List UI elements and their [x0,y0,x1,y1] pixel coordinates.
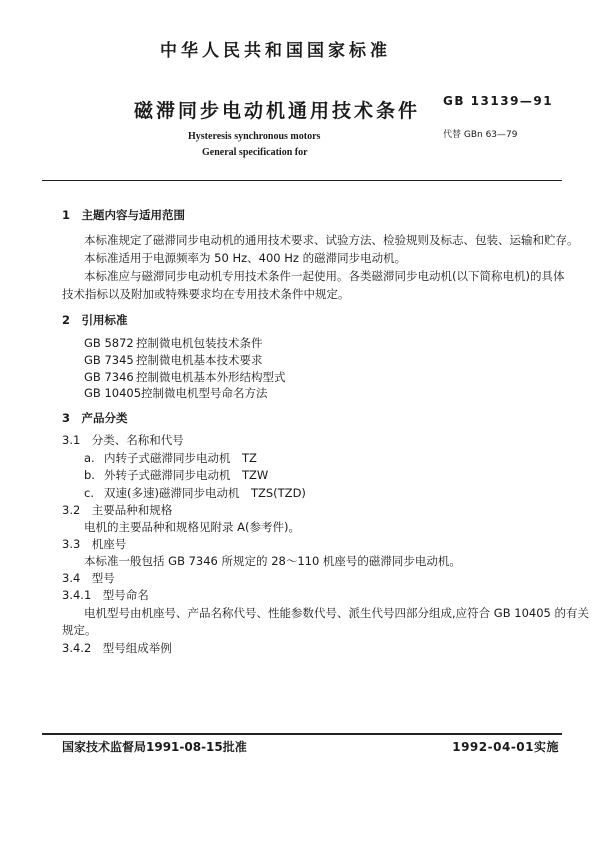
list-marker: a. [84,451,95,465]
section-1-paragraph: 技术指标以及附加或特殊要求均在专用技术条件中规定。 [62,287,350,301]
section-1-paragraph: 本标准适用于电源频率为 50 Hz、400 Hz 的磁滞同步电动机。 [84,251,407,265]
reference-code: GB 7345 [84,353,134,367]
footer-divider [42,733,562,735]
reference-title: 控制微电机基本外形结构型式 [136,370,286,384]
list-item [84,467,268,483]
section-2-heading: 2 引用标准 [62,313,128,327]
document-title: 磁滞同步电动机通用技术条件 [134,100,421,122]
list-marker: c. [84,486,94,500]
national-standard-label: 中华人民共和国国家标准 [160,41,391,61]
list-text: 双速(多速)磁滞同步电动机 TZS(TZD) [104,486,306,500]
subsection-3-4-1-text: 电机型号由机座号、产品名称代号、性能参数代号、派生代号四部分组成,应符合 GB 10405 的有关 [84,606,590,620]
approval-date: 国家技术监督局1991-08-15批准 [62,740,247,754]
section-1-paragraph: 本标准应与磁滞同步电动机专用技术条件一起使用。各类磁滞同步电动机(以下简称电机)的具体 [84,269,565,283]
reference-item [84,385,268,401]
english-title-2: General specification for [202,147,308,158]
list-item [84,485,306,501]
subsection-3-2-heading: 3.2 主要品种和规格 [62,503,173,517]
section-1-heading: 1 主题内容与适用范围 [62,208,186,222]
effective-date: 1992-04-01实施 [452,740,559,754]
subsection-3-4-1-heading: 3.4.1 型号命名 [62,588,149,602]
reference-title: 控制微电机包装技术条件 [136,336,263,350]
subsection-3-4-heading: 3.4 型号 [62,571,115,585]
standard-number: GB 13139—91 [443,94,554,108]
subsection-3-2-text: 电机的主要品种和规格见附录 A(参考件)。 [84,520,300,534]
subsection-3-4-2-heading: 3.4.2 型号组成举例 [62,641,172,655]
english-title-1: Hysteresis synchronous motors [188,131,321,142]
reference-item [84,369,286,385]
reference-title: 控制微电机型号命名方法 [141,386,268,400]
subsection-3-3-text: 本标准一般包括 GB 7346 所规定的 28～110 机座号的磁滞同步电动机。 [84,554,461,568]
replaces-note: 代替 GBn 63—79 [443,130,518,140]
section-1-paragraph: 本标准规定了磁滞同步电动机的通用技术要求、试验方法、检验规则及标志、包装、运输和贮存。 [84,233,579,247]
reference-item [84,335,263,351]
reference-item [84,352,263,368]
reference-title: 控制微电机基本技术要求 [136,353,263,367]
reference-code: GB 10405 [84,386,142,400]
reference-code: GB 7346 [84,370,134,384]
list-marker: b. [84,468,95,482]
list-item [84,450,257,466]
list-text: 内转子式磁滞同步电动机 TZ [104,451,257,465]
header-divider [42,180,562,181]
section-3-heading: 3 产品分类 [62,411,128,425]
subsection-3-1-heading: 3.1 分类、名称和代号 [62,433,184,447]
reference-code: GB 5872 [84,336,134,350]
subsection-3-4-1-text: 规定。 [62,623,97,637]
list-text: 外转子式磁滞同步电动机 TZW [104,468,269,482]
subsection-3-3-heading: 3.3 机座号 [62,537,127,551]
